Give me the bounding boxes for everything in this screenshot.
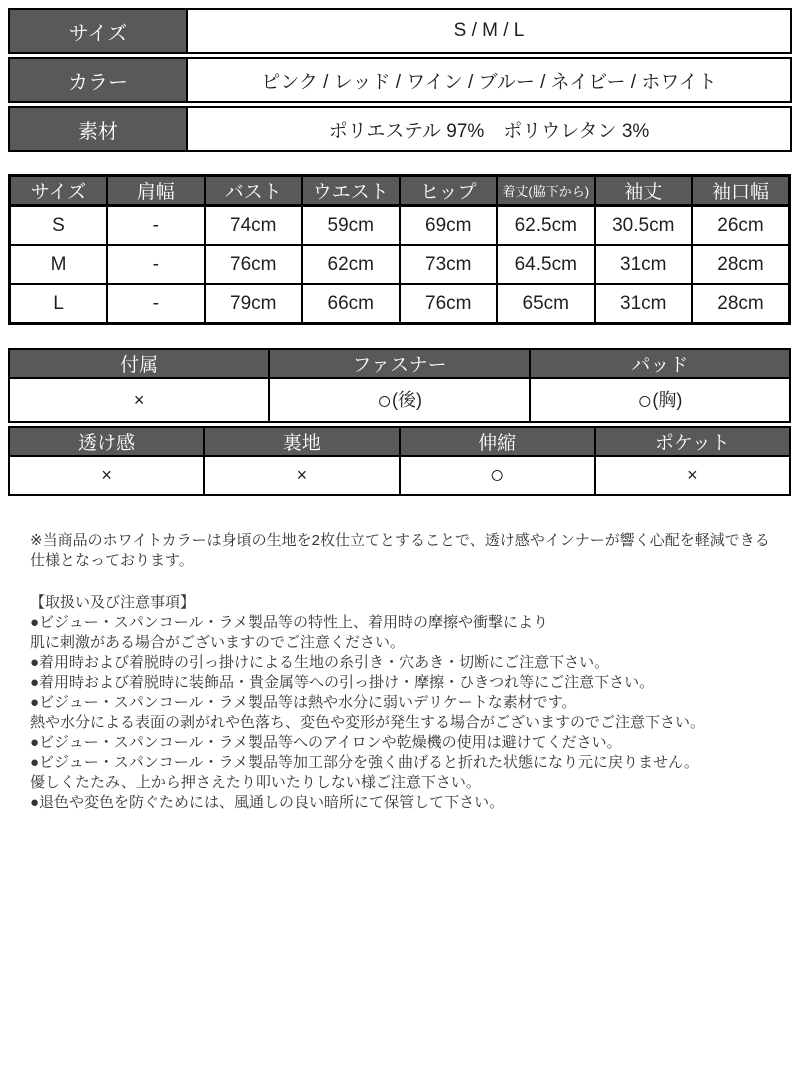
feature-table-b-header-row [9,427,790,456]
measurement-cell: 28cm [692,245,790,284]
measurement-cell: 76cm [400,284,498,324]
spec-label: 素材 [10,108,188,150]
measurement-cell: 59cm [302,206,400,246]
care-note-line: 優しくたたみ、上から押さえたり叩いたりしない様ご注意下さい。 [30,774,481,791]
measurement-cell: 79cm [205,284,303,324]
size-row-label: M [10,245,108,284]
table-row [9,378,790,422]
column-header: 着丈(脇下から) [497,176,595,206]
spec-label: カラー [10,59,188,101]
care-note-line: ●着用時および着脱時に装飾品・貴金属等への引っ掛け・摩擦・ひきつれ等にご注意下さい。 [30,674,655,691]
care-note-line: ●着用時および着脱時の引っ掛けによる生地の糸引き・穴あき・切断にご注意下さい。 [30,654,610,671]
column-header: ヒップ [400,176,498,206]
measurement-cell: 62.5cm [497,206,595,246]
white-color-note [30,531,770,571]
care-note-line: 肌に刺激がある場合がございますのでご注意ください。 [30,634,406,651]
table-row [10,206,790,246]
feature-value-cell: ○(後) [269,378,529,422]
care-note-line: ●ビジュー・スパンコール・ラメ製品等へのアイロンや乾燥機の使用は避けてください。 [30,734,622,751]
spec-row [8,8,792,54]
feature-value-cell: ○(胸) [530,378,790,422]
column-header: 袖口幅 [692,176,790,206]
size-table-header-row [10,176,790,206]
feature-value-cell: × [595,456,790,495]
size-row-label: L [10,284,108,324]
measurement-cell: 64.5cm [497,245,595,284]
measurement-cell: 73cm [400,245,498,284]
measurement-cell: 62cm [302,245,400,284]
column-header: 付属 [9,349,269,378]
white-note-line: 仕様となっております。 [30,552,194,569]
feature-value-cell: × [204,456,399,495]
column-header: 肩幅 [107,176,205,206]
feature-table-fastener-pad [8,348,791,423]
measurement-cell: 76cm [205,245,303,284]
measurement-cell: 66cm [302,284,400,324]
white-note-line: ※当商品のホワイトカラーは身頃の生地を2枚仕立てとすることで、透け感やインナーが響く心配を軽減できる [30,532,770,549]
care-note-line: 熱や水分による表面の剥がれや色落ち、変色や変形が発生する場合がございますのでご注意下さい。 [30,714,706,731]
table-row [9,456,790,495]
care-instructions-lines [30,613,770,813]
feature-table-a-value-row [9,378,790,422]
feature-table-b-value-row [9,456,790,495]
column-header: バスト [205,176,303,206]
measurement-cell: - [107,245,205,284]
feature-table-a-header-row [9,349,790,378]
measurement-cell: 74cm [205,206,303,246]
size-measurements-table [8,174,791,325]
column-header: ファスナー [269,349,529,378]
feature-value-cell: × [9,456,204,495]
table-row [10,176,790,206]
measurement-cell: 69cm [400,206,498,246]
feature-value-cell [400,456,595,495]
circle-mark: ○ [376,387,393,415]
spec-value: ポリエステル 97% ポリウレタン 3% [328,120,650,142]
measurement-cell: - [107,284,205,324]
measurement-cell: 31cm [595,245,693,284]
measurement-cell: 30.5cm [595,206,693,246]
table-row [10,284,790,324]
feature-value-cell: × [9,378,269,422]
care-note-line: ●ビジュー・スパンコール・ラメ製品等の特性上、着用時の摩擦や衝撃により [30,614,549,631]
spec-value: ピンク / レッド / ワイン / ブルー / ネイビー / ホワイト [261,71,717,93]
measurement-cell: 31cm [595,284,693,324]
care-instructions-heading: 【取扱い及び注意事項】 [30,594,196,611]
column-header: 透け感 [9,427,204,456]
product-spec-table [8,8,792,152]
column-header: 伸縮 [400,427,595,456]
column-header: パッド [530,349,790,378]
size-row-label: S [10,206,108,246]
table-row [9,349,790,378]
column-header: ポケット [595,427,790,456]
column-header: 袖丈 [595,176,693,206]
column-header: サイズ [10,176,108,206]
column-header: ウエスト [302,176,400,206]
spec-value: S / M / L [453,20,525,41]
measurement-cell: 26cm [692,206,790,246]
measurement-cell: - [107,206,205,246]
circle-mark: ○ [489,461,505,489]
circle-mark: ○ [637,387,653,415]
measurement-cell: 65cm [497,284,595,324]
table-row [10,245,790,284]
measurement-cell: 28cm [692,284,790,324]
table-row [9,427,790,456]
feature-table-lining-pocket [8,426,791,496]
column-header: 裏地 [204,427,399,456]
care-note-line: ●ビジュー・スパンコール・ラメ製品等は熱や水分に弱いデリケートな素材です。 [30,694,577,711]
size-table-body [10,206,790,324]
spec-row [8,106,792,152]
care-instructions [30,593,770,813]
care-note-line: ●ビジュー・スパンコール・ラメ製品等加工部分を強く曲げると折れた状態になり元に戻りません。 [30,754,699,771]
care-note-line: ●退色や変色を防ぐためには、風通しの良い暗所にて保管して下さい。 [30,794,505,811]
spec-label: サイズ [10,10,188,52]
spec-row [8,57,792,103]
